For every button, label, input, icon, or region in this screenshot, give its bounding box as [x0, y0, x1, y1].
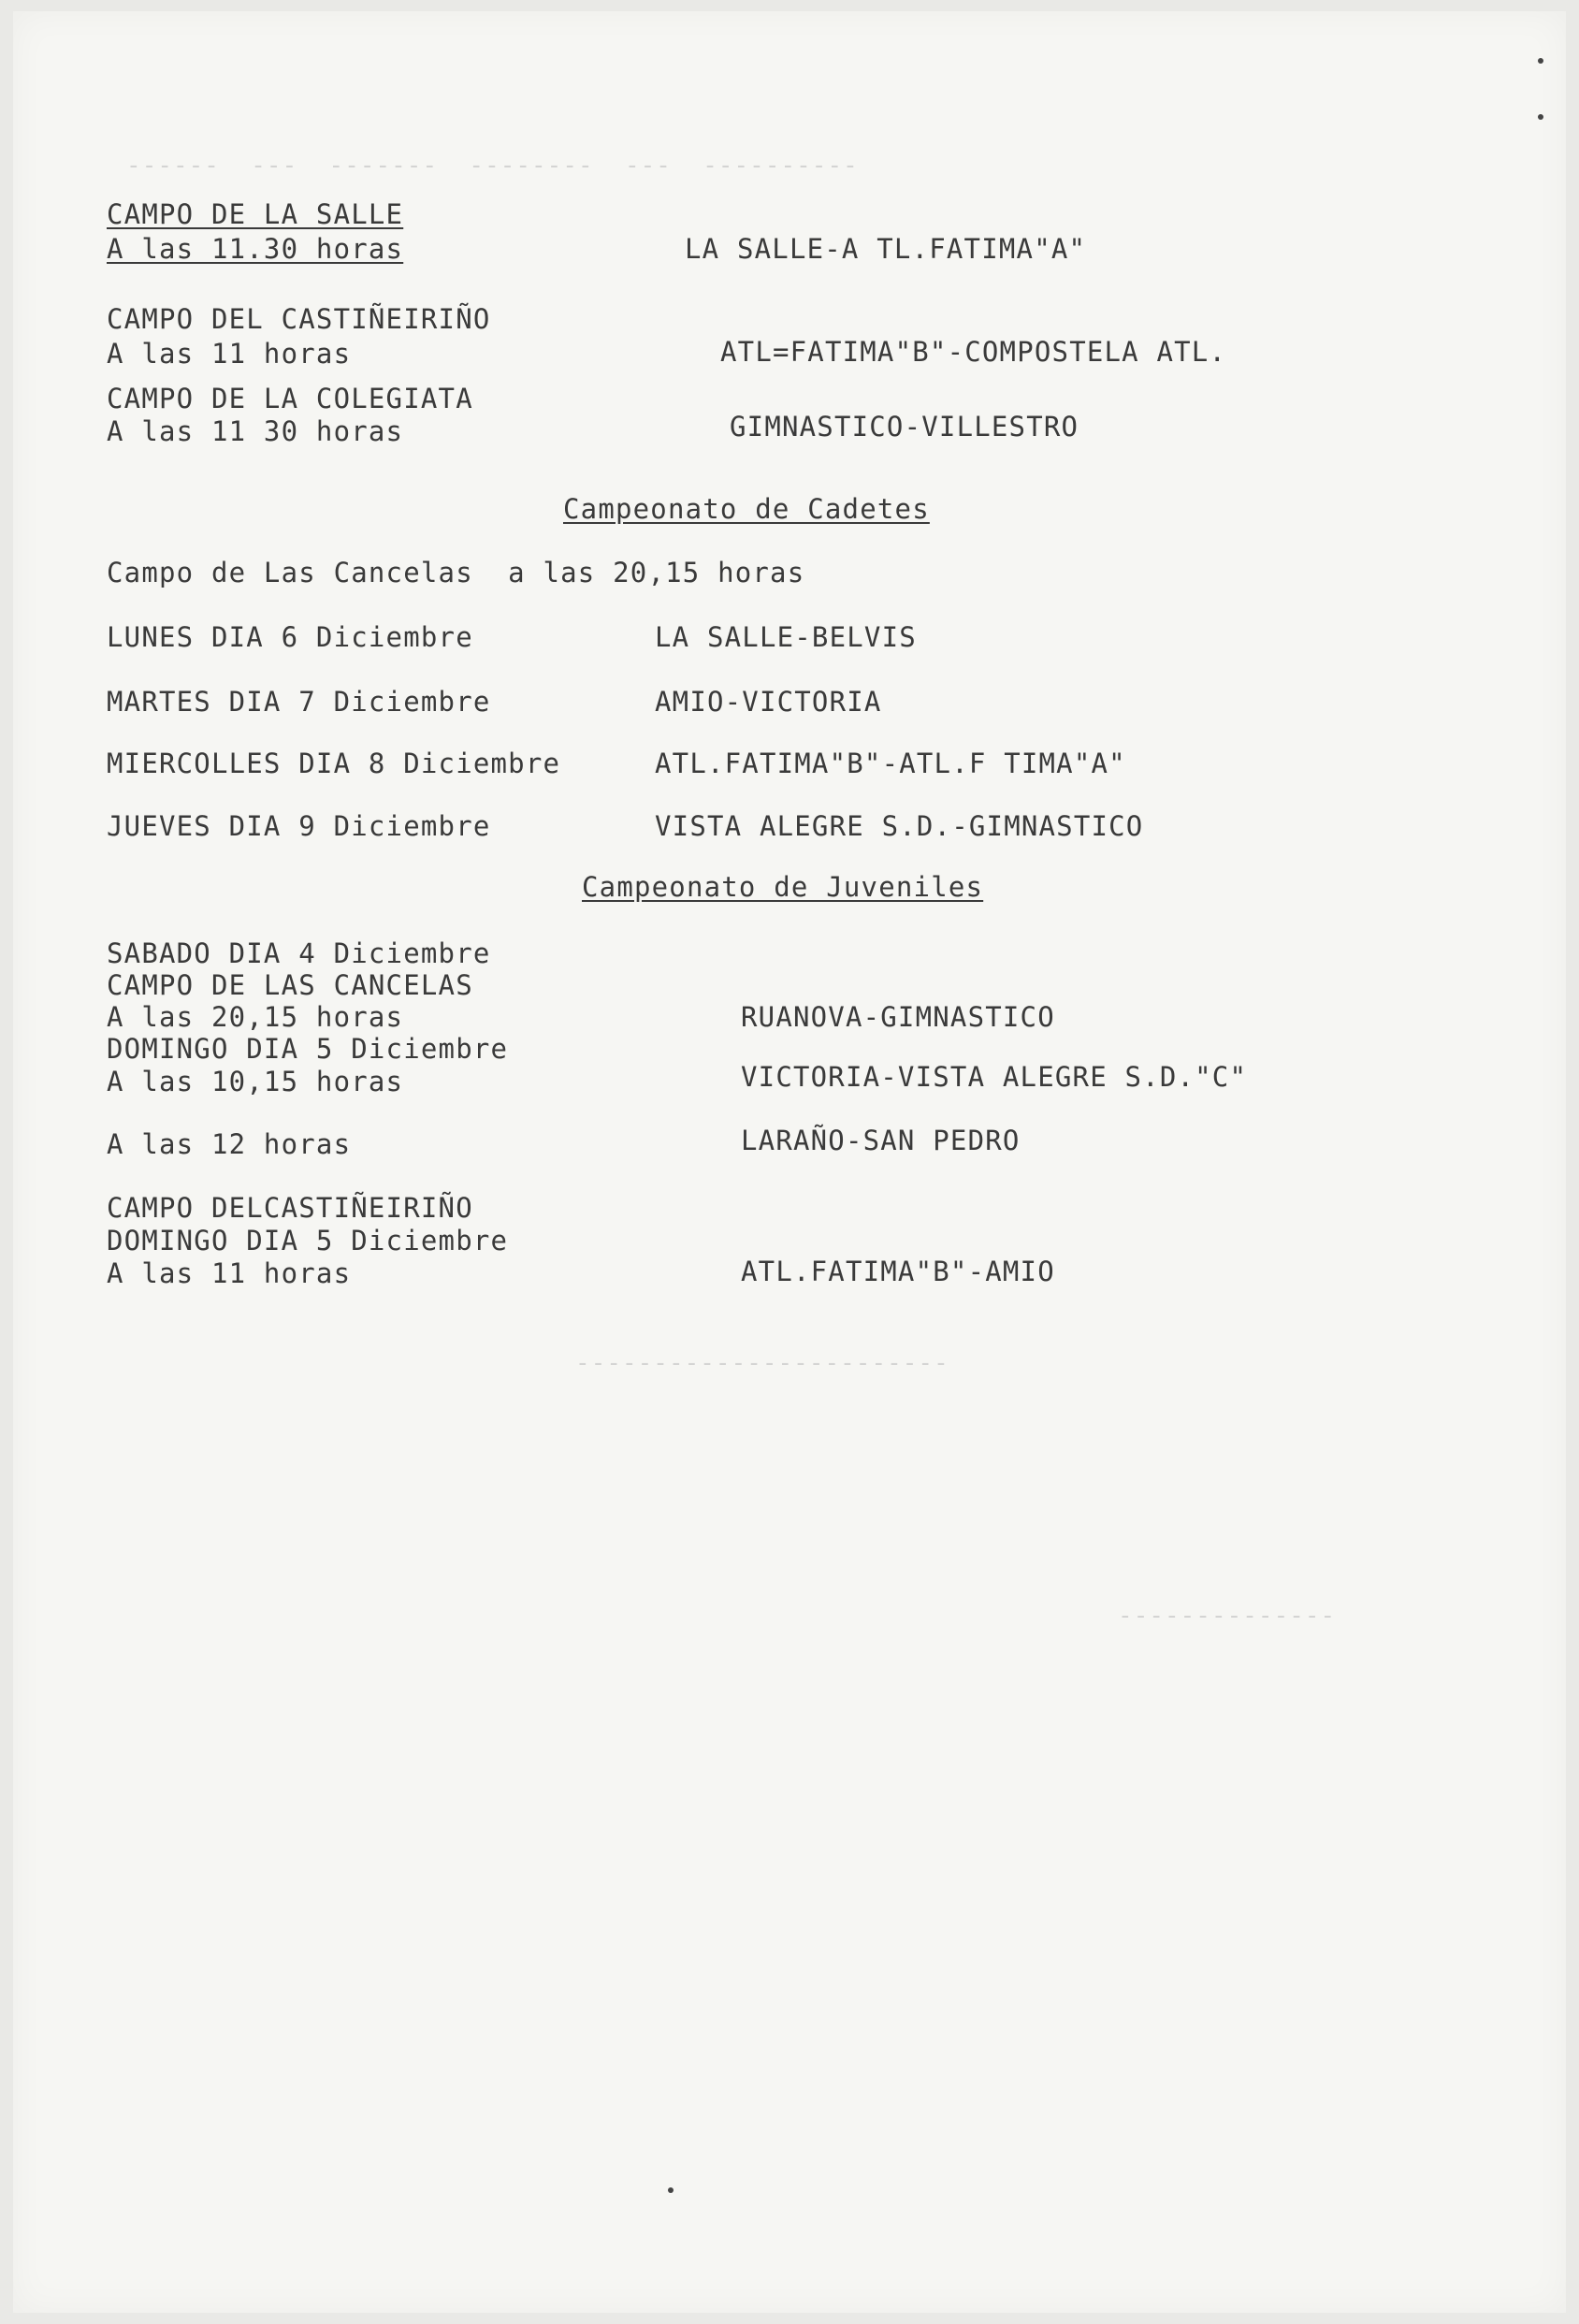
juveniles-domingo-time: A las 12 horas	[107, 1128, 352, 1160]
juveniles-castineirino-match: ATL.FATIMA"B"-AMIO	[741, 1256, 1055, 1287]
cadetes-day: LUNES DIA 6 Diciembre	[107, 621, 473, 653]
juveniles-castineirino-venue: CAMPO DELCASTIÑEIRIÑO	[107, 1192, 473, 1224]
juveniles-domingo-time: A las 10,15 horas	[107, 1066, 404, 1097]
heading-cadetes: Campeonato de Cadetes	[563, 493, 930, 525]
juveniles-domingo-match: LARAÑO-SAN PEDRO	[741, 1125, 1021, 1156]
venue-colegiata: CAMPO DE LA COLEGIATA	[107, 383, 473, 414]
juveniles-sabado-venue: CAMPO DE LAS CANCELAS	[107, 969, 473, 1001]
juveniles-castineirino-day: DOMINGO DIA 5 Diciembre	[107, 1225, 509, 1256]
match-gimnastico-villestro: GIMNASTICO-VILLESTRO	[730, 411, 1079, 443]
venue-castineirino: CAMPO DEL CASTIÑEIRIÑO	[107, 303, 491, 335]
heading-juveniles: Campeonato de Juveniles	[582, 871, 984, 903]
juveniles-sabado-time: A las 20,15 horas	[107, 1001, 404, 1033]
cadetes-day: MIERCOLLES DIA 8 Diciembre	[107, 748, 561, 779]
cadetes-day: MARTES DIA 7 Diciembre	[107, 686, 491, 718]
ink-spot	[1538, 58, 1543, 64]
bleed-through-text: ------------------------	[574, 1349, 949, 1377]
paper-sheet	[13, 11, 1566, 2313]
bleed-through-text: --------------	[1117, 1602, 1336, 1630]
juveniles-domingo-match: VICTORIA-VISTA ALEGRE S.D."C"	[741, 1061, 1248, 1093]
cadetes-day: JUEVES DIA 9 Diciembre	[107, 810, 491, 842]
time-colegiata: A las 11 30 horas	[107, 415, 404, 447]
juveniles-sabado-day: SABADO DIA 4 Diciembre	[107, 937, 491, 969]
match-fatima-compostela: ATL=FATIMA"B"-COMPOSTELA ATL.	[720, 336, 1227, 368]
time-la-salle: A las 11.30 horas	[107, 233, 404, 265]
time-castineirino: A las 11 horas	[107, 338, 352, 370]
cadetes-venue-line: Campo de Las Cancelas a las 20,15 horas	[107, 557, 805, 588]
match-la-salle-fatima: LA SALLE-A TL.FATIMA"A"	[685, 233, 1087, 265]
cadetes-match: AMIO-VICTORIA	[655, 686, 882, 718]
venue-la-salle: CAMPO DE LA SALLE	[107, 198, 404, 230]
bleed-through-text: ---------- --- -------- ------- --- ------	[125, 152, 858, 180]
juveniles-domingo-day: DOMINGO DIA 5 Diciembre	[107, 1033, 509, 1065]
ink-spot	[668, 2187, 674, 2193]
cadetes-match: ATL.FATIMA"B"-ATL.F TIMA"A"	[655, 748, 1126, 779]
cadetes-match: LA SALLE-BELVIS	[655, 621, 917, 653]
juveniles-sabado-match: RUANOVA-GIMNASTICO	[741, 1001, 1055, 1033]
cadetes-match: VISTA ALEGRE S.D.-GIMNASTICO	[655, 810, 1144, 842]
juveniles-castineirino-time: A las 11 horas	[107, 1257, 352, 1289]
ink-spot	[1538, 114, 1543, 120]
